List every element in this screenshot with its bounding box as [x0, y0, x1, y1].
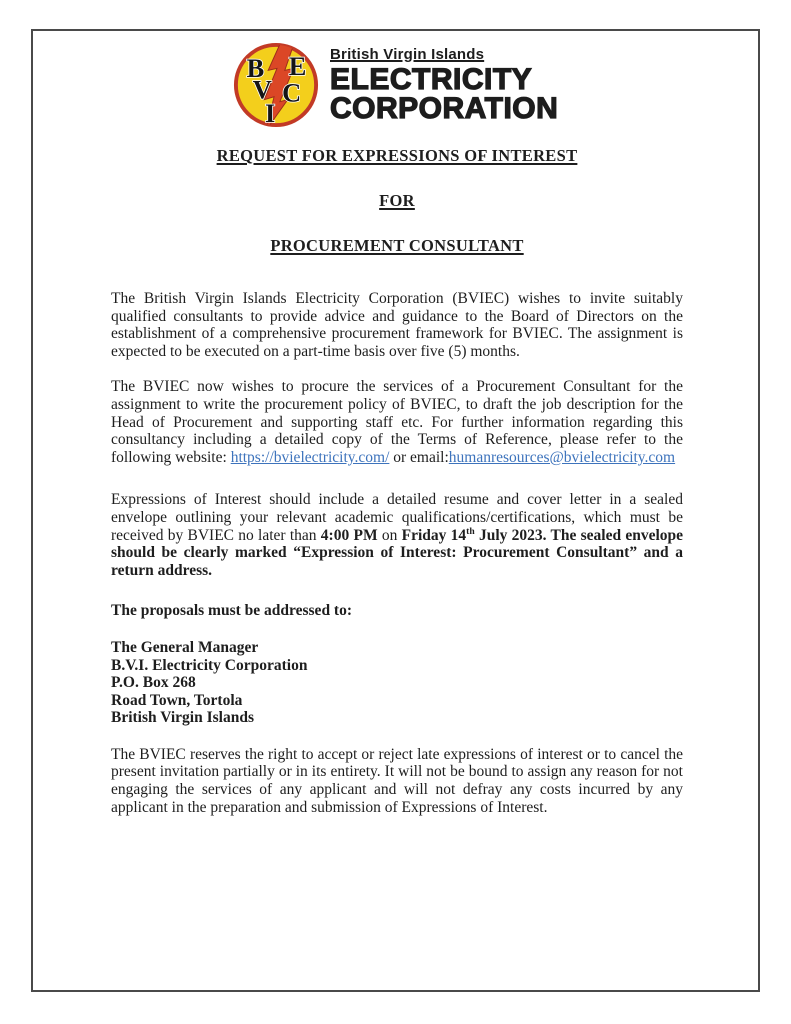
bviec-emblem-icon: [232, 41, 320, 129]
deadline-date-ordinal: th: [466, 525, 475, 537]
p2-text-between: or email:: [389, 448, 449, 466]
emblem-letter-i: I: [264, 98, 276, 129]
p3-text-on: on: [377, 526, 402, 544]
address-line-organization: B.V.I. Electricity Corporation: [111, 656, 308, 674]
p2-text: The BVIEC now wishes to procure the services of a Procurement Consultant for the assignment to write the procurement policy of BVIEC, to draft the job description for the Head of Procurement and supporting staff etc. For further information regarding this consultancy including a detailed copy of the Terms of Reference, please refer to the following website:: [111, 378, 683, 466]
emblem-letter-c: C: [282, 77, 302, 108]
addressed-to-heading: The proposals must be addressed to:: [111, 602, 353, 620]
paragraph-disclaimer: The BVIEC reserves the right to accept or reject late expressions of interest or to cancel the present invitation partially or in its entirety. It will not be bound to assign any reason for not engaging the services of any applicant and will not defray any costs incurred by any applicant in the preparation and submission of Expressions of Interest.: [111, 745, 683, 816]
logo-region-label: British Virgin Islands: [330, 46, 485, 63]
p3-text: Expressions of Interest should include a detailed resume and cover letter in a sealed envelope outlining your relevant academic qualifications/certifications, which must be received by BVIEC no later than: [111, 491, 683, 544]
paragraph-services-info: [111, 378, 683, 466]
address-line-pobox: P.O. Box 268: [111, 674, 196, 692]
document-content: [111, 31, 683, 816]
address-line-recipient: The General Manager: [111, 638, 259, 656]
emblem-letter-v: V: [252, 74, 272, 105]
paragraph-introduction: The British Virgin Islands Electricity Corporation (BVIEC) wishes to invite suitably qualified consultants to provide advice and guidance to the Board of Directors on the establishment of a comprehensive procurement framework for BVIEC. The assignment is expected to be executed on a part-time basis over five (5) months.: [111, 290, 683, 360]
bviec-wordmark: [330, 47, 558, 123]
deadline-date-rest: July 2023. The sealed envelope should be clearly marked “Expression of Interest: Procurement Consultant” and a return address.: [111, 526, 684, 579]
emblem-letter-b: B: [246, 53, 265, 84]
deadline-date: Friday 14: [401, 526, 467, 544]
page-border-frame: [31, 29, 760, 992]
document-title-connector: FOR: [379, 191, 415, 210]
address-block: [111, 639, 683, 727]
document-title: REQUEST FOR EXPRESSIONS OF INTEREST: [216, 146, 578, 165]
logo-org-line1: ELECTRICITY: [330, 63, 533, 96]
document-subtitle: PROCUREMENT CONSULTANT: [270, 236, 524, 255]
emblem-letter-e: E: [288, 51, 307, 82]
paragraph-submission-instructions: [111, 491, 683, 579]
deadline-time: 4:00 PM: [320, 526, 378, 544]
logo-org-line2: CORPORATION: [330, 92, 559, 125]
email-link[interactable]: humanresources@bvielectricity.com: [448, 448, 676, 466]
website-link[interactable]: https://bvielectricity.com/: [230, 448, 390, 466]
address-line-territory: British Virgin Islands: [111, 709, 254, 727]
bviec-logo: [232, 41, 562, 129]
address-line-town: Road Town, Tortola: [111, 691, 243, 709]
